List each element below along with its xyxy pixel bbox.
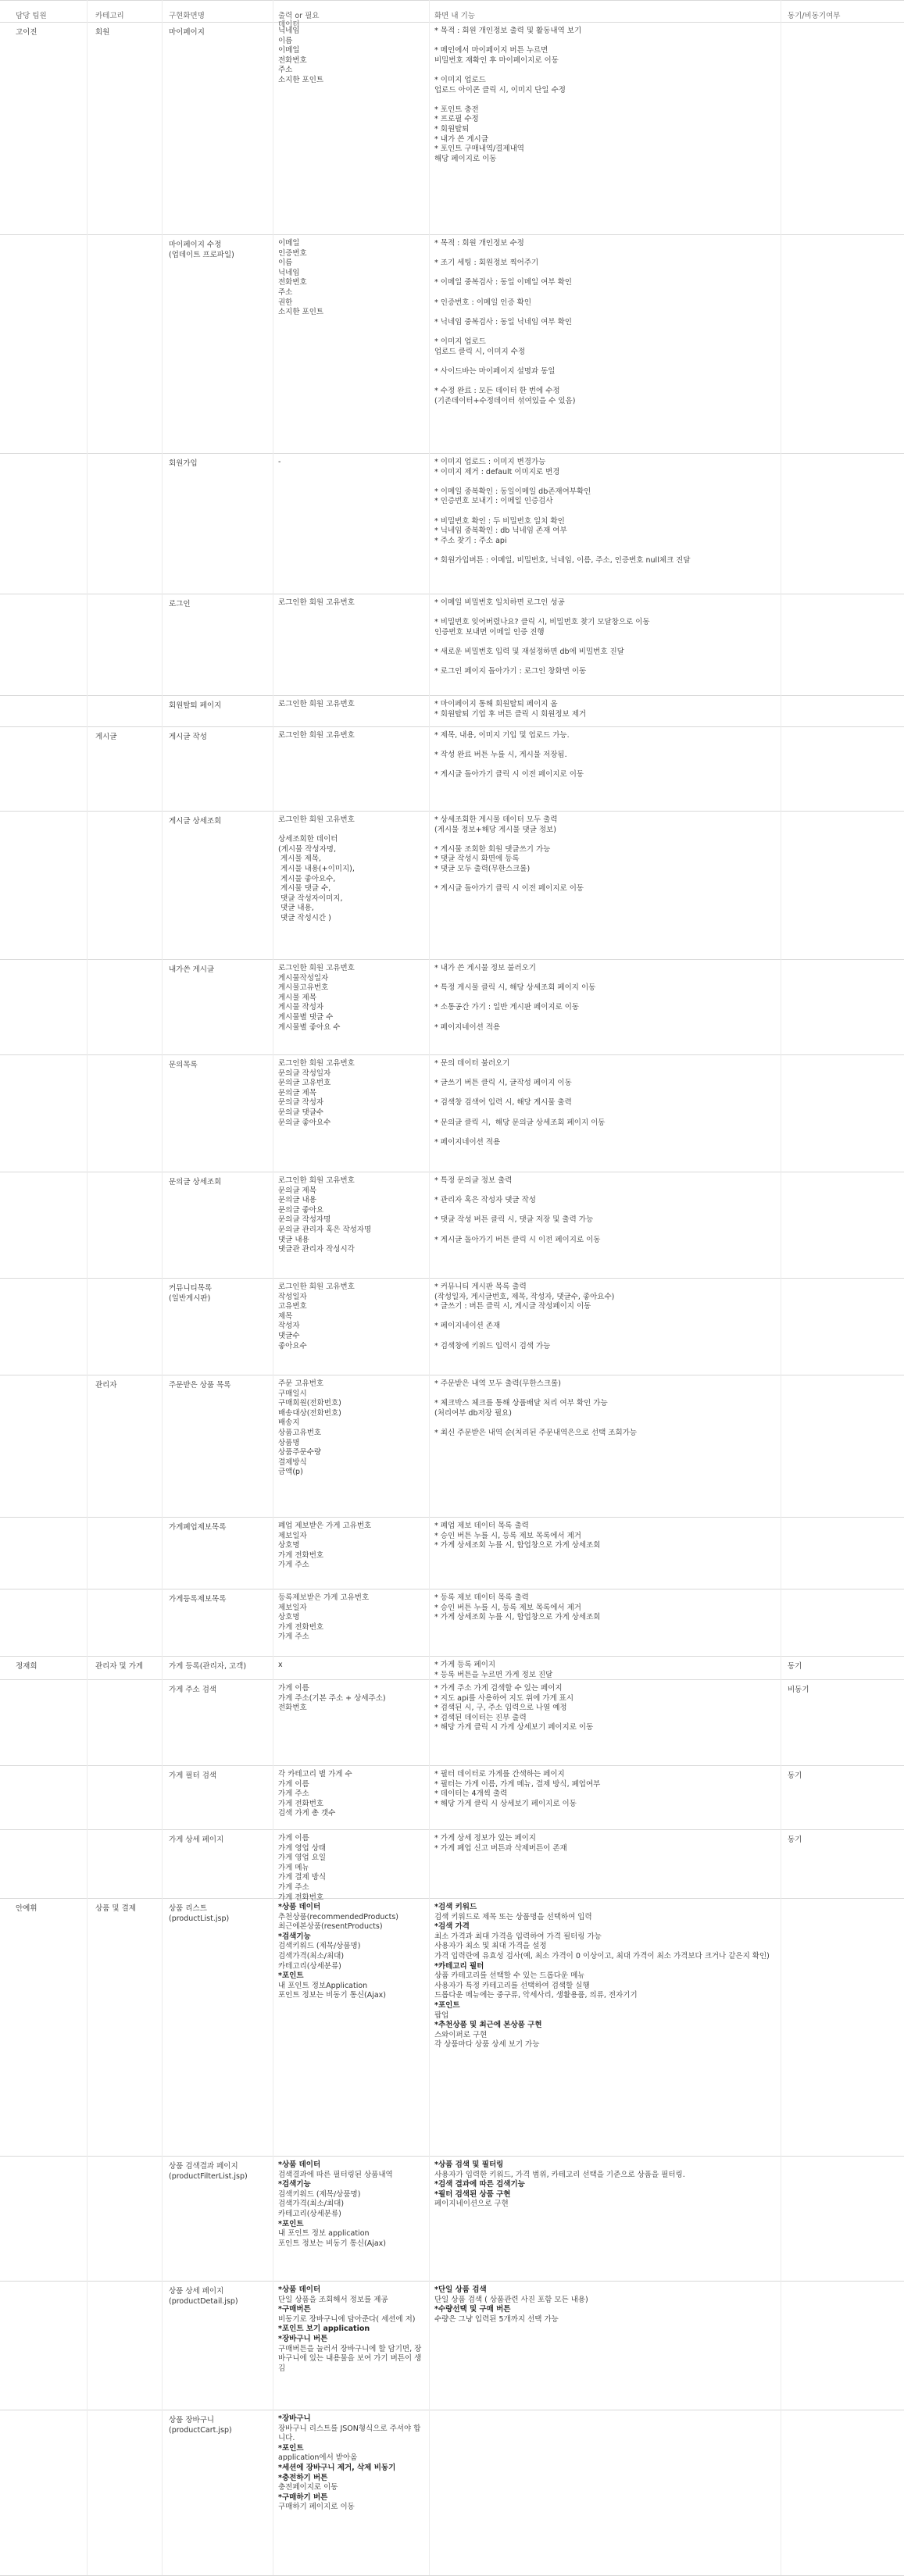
category-cell <box>88 811 163 959</box>
async-cell <box>781 726 904 811</box>
category-cell <box>88 2156 163 2281</box>
page-cell: 마이페이지 <box>163 22 273 234</box>
page-cell: 로그인 <box>163 594 273 695</box>
table-row <box>0 726 904 812</box>
header-row <box>0 0 904 29</box>
feature-cell: * 가게 상세 정보가 있는 페이지 * 가게 폐업 신고 버튼과 삭제버튼이 존재 <box>430 1829 781 1898</box>
owner-cell <box>0 726 88 811</box>
owner-cell <box>0 2156 88 2281</box>
owner-cell <box>0 2410 88 2575</box>
data-cell: 로그인한 회원 고유번호 작성일자 고유번호 제목 작성자 댓글수 좋아요수 <box>273 1278 430 1375</box>
category-cell: 관리자 <box>88 1375 163 1517</box>
table-row <box>0 2281 904 2410</box>
async-cell: 비동기 <box>788 1686 809 1694</box>
category-cell <box>88 1679 163 1765</box>
feature-cell: *단일 상품 검색 단일 상품 검색 ( 상품관련 사진 포함 모든 내용) *수량선택 및 구매 버튼 수량은 그냥 입력된 5개까지 선택 가능 <box>430 2281 781 2410</box>
header-page: 구현화면명 <box>163 0 273 22</box>
table-row <box>0 1278 904 1375</box>
async-cell: 동기 <box>788 1771 802 1780</box>
category-cell <box>88 1172 163 1278</box>
feature-cell: * 주문받은 내역 모두 출력(무한스크롤) * 체크박스 체크를 통해 상품배달 처리 여부 확인 가능 (처리여부 db저장 필요) * 최신 주문받은 내역 순(처리된 주문내역은으로 선택 조회가능 <box>430 1375 781 1517</box>
data-cell: 가게 이름 가게 주소(기본 주소 + 상세주소) 전화번호 <box>273 1679 430 1765</box>
feature-cell: * 등록 제보 데이터 목록 출력 * 승인 버튼 누를 시, 등록 제보 목록에서 제거 * 가게 상세조회 누를 시, 합업창으로 가게 상세조회 <box>430 1589 781 1656</box>
async-cell <box>781 1278 904 1375</box>
page-cell: 가게 등록(관리자, 고객) <box>163 1656 273 1679</box>
header-category: 카테고리 <box>88 0 163 22</box>
feature-cell <box>430 2410 781 2575</box>
category-cell: 게시글 <box>88 726 163 811</box>
category-cell <box>88 1829 163 1898</box>
owner-cell <box>0 695 88 726</box>
async-cell <box>781 1172 904 1278</box>
owner-cell: 정재희 <box>0 1656 88 1679</box>
async-cell <box>781 234 904 453</box>
data-cell: 이메일 인증번호 이름 닉네임 전화번호 주소 권한 소지한 포인트 <box>273 234 430 453</box>
category-cell <box>88 2410 163 2575</box>
data-cell: 로그인한 회원 고유번호 게시물작성일자 게시물고유번호 게시물 제목 게시물 작성자 게시물별 댓글 수 게시물별 좋아요 수 <box>273 959 430 1054</box>
category-cell <box>88 1517 163 1589</box>
category-cell <box>88 234 163 453</box>
page-cell: 회원탈퇴 페이지 <box>163 695 273 726</box>
table-row <box>0 1517 904 1589</box>
owner-cell <box>0 1375 88 1517</box>
owner-cell <box>0 1278 88 1375</box>
feature-cell: * 내가 쓴 게시물 정보 불러오기 * 특정 게시물 클릭 시, 해당 상세조회 페이지 이동 * 소통공간 가기 : 일반 게시판 페이지로 이동 * 페이지네이션 적용 <box>430 959 781 1054</box>
data-cell: *상품 데이터 단일 상품을 조회해서 정보를 제공 *구매버튼 비동기로 장바구니에 담아준다( 세션에 저) *포인트 보기 application *장바구니 버튼 구매버튼을 눌러서 장바구니에 할 담기면, 장바구니에 있는 내용물을 보여 가기 버튼이 생김 <box>273 2281 430 2410</box>
data-cell: 등록제보받은 가게 고유번호 제보일자 상호명 가게 전화번호 가게 주소 <box>273 1589 430 1656</box>
page-cell: 게시글 작성 <box>163 726 273 811</box>
owner-cell <box>0 1765 88 1829</box>
feature-cell: *상품 검색 및 필터링 사용자가 입력한 키워드, 가격 범위, 카테고리 선택을 기준으로 상품을 필터링. *검색 결과에 따른 검색기능 *필터 검색된 상품 구현 페이지네이션으로 구현 <box>430 2156 781 2281</box>
page-cell: 주문받은 상품 목록 <box>163 1375 273 1517</box>
page-cell: 상품 상세 페이지 (productDetail.jsp) <box>163 2281 273 2410</box>
async-cell <box>781 2281 904 2410</box>
data-cell: 로그인한 회원 고유번호 <box>273 594 430 695</box>
owner-cell <box>0 1517 88 1589</box>
table-row <box>0 2410 904 2576</box>
feature-cell: * 폐업 제보 데이터 목록 출력 * 승인 버튼 누를 시, 등록 제보 목록에서 제거 * 가게 상세조회 누를 시, 합업창으로 가게 상세조회 <box>430 1517 781 1589</box>
header-async: 동기/비동기여부 <box>788 12 841 20</box>
data-cell: 로그인한 회원 고유번호 문의글 작성일자 문의글 고유번호 문의글 제목 문의글 작성자 문의글 댓글수 문의글 좋아요수 <box>273 1054 430 1172</box>
async-cell <box>781 811 904 959</box>
page-cell: 상품 검색결과 페이지 (productFilterList.jsp) <box>163 2156 273 2281</box>
page-cell: 커뮤니티목록 (일반게시판) <box>163 1278 273 1375</box>
async-cell <box>781 1517 904 1589</box>
async-cell <box>781 959 904 1054</box>
data-cell: 로그인한 회원 고유번호 문의글 제목 문의글 내용 문의글 좋아요 문의글 작성자명 문의글 관리자 혹은 작성자명 댓글 내용 댓글관 관리자 작성시각 <box>273 1172 430 1278</box>
owner-cell <box>0 594 88 695</box>
page-cell: 가게폐업제보목록 <box>163 1517 273 1589</box>
header-owner: 담당 팀원 <box>0 0 88 22</box>
category-cell: 회원 <box>88 22 163 234</box>
table-row <box>0 234 904 454</box>
async-cell: 동기 <box>788 1836 802 1844</box>
feature-cell: * 이미지 업로드 : 이미지 변경가능 * 이미지 제거 : default 이미지로 변경 * 이메일 중복확인 : 동일이메일 db존재여부확인 * 인증번호 보내기 : 이메일 인증검사 * 비밀번호 확인 : 두 비밀번호 일치 확인 * 닉네임 중복확인 : db 닉네임 존재 여부 * 주소 찾기 : 주소 api * 회원가입버튼 : 이메일, 비밀번호, 닉네임, 이름, 주소, 인증번호 null체크 진달 <box>430 453 781 594</box>
data-cell: *상품 데이터 추천상품(recommendedProducts) 최근에본상품(resentProducts) *검색기능 검색키워드 (제목/상품명) 검색가격(최소/최대) 카테고리(상세분류) *포인트 내 포인트 정보Application 포인트 정보는 비동기 통신(Ajax) <box>273 1898 430 2156</box>
table-row <box>0 2156 904 2282</box>
page-cell: 회원가입 <box>163 453 273 594</box>
async-cell: 동기 <box>788 1662 802 1671</box>
category-cell: 상품 및 결제 <box>88 1898 163 2156</box>
feature-cell: * 마이페이지 통해 회원탈퇴 페이지 옴 * 회원탈퇴 기업 후 버튼 클릭 시 회원정보 제거 <box>430 695 781 726</box>
page-cell: 마이페이지 수정 (업데이트 프로파일) <box>163 234 273 453</box>
category-cell <box>88 594 163 695</box>
table-row <box>0 959 904 1055</box>
category-cell <box>88 959 163 1054</box>
table-row <box>0 1829 904 1902</box>
category-cell <box>88 1054 163 1172</box>
feature-cell: * 필터 데이터로 가게를 간색하는 페이지 * 필터는 가게 이름, 가게 메뉴, 결제 방식, 폐업여부 * 데이터는 4개씩 출력 * 해당 가게 클릭 시 상세보기 페이지로 이동 <box>430 1765 781 1829</box>
page-cell: 문의목록 <box>163 1054 273 1172</box>
table-row <box>0 695 904 727</box>
data-cell: 로그인한 회원 고유번호 상세조회한 데이터 (게시물 작성자명, 게시물 제목, 게시물 내용(+이미지), 게시물 좋아요수, 게시물 댓글 수, 댓글 작성자이미지, 댓글 내용, 댓글 작성시간 ) <box>273 811 430 959</box>
feature-cell: * 이메일 비밀번호 일치하면 로그인 성공 * 비밀번호 잊어버렸나요? 클릭 시, 비밀번호 찾기 모달창으로 이동 인증번호 보내면 이메일 인증 진행 * 새로운 비밀번호 입력 및 재설정하면 db에 비밀번호 진달 * 로그인 페이지 돌아가기 : 로그인 창화면 이동 <box>430 594 781 695</box>
owner-cell <box>0 1589 88 1656</box>
page-cell: 가게 상세 페이지 <box>163 1829 273 1898</box>
data-cell: 폐업 제보받은 가게 고유번호 제보일자 상호명 가게 전화번호 가게 주소 <box>273 1517 430 1589</box>
table-row <box>0 1589 904 1657</box>
table-row <box>0 1765 904 1830</box>
async-cell <box>781 594 904 695</box>
owner-cell: 안예휘 <box>0 1898 88 2156</box>
page-cell: 가게 필터 검색 <box>163 1765 273 1829</box>
owner-cell <box>0 1172 88 1278</box>
table-row <box>0 453 904 594</box>
owner-cell <box>0 453 88 594</box>
owner-cell <box>0 1679 88 1765</box>
page-cell: 가게 주소 검색 <box>163 1679 273 1765</box>
data-cell: 각 카테고리 별 가게 수 가게 이름 가게 주소 가게 전화번호 검색 가게 총 갯수 <box>273 1765 430 1829</box>
data-cell: 로그인한 회원 고유번호 <box>273 695 430 726</box>
page-cell: 가게등록제보목록 <box>163 1589 273 1656</box>
page-cell: 게시글 상세조회 <box>163 811 273 959</box>
data-cell: x <box>273 1656 430 1679</box>
data-cell: 로그인한 회원 고유번호 <box>273 726 430 811</box>
table-row <box>0 22 904 235</box>
data-cell: 가게 이름 가게 영업 상태 가게 영업 요일 가게 메뉴 가게 결제 방식 가게 주소 가게 전화번호 <box>273 1829 430 1898</box>
async-cell <box>781 22 904 234</box>
page-cell: 문의글 상세조회 <box>163 1172 273 1278</box>
category-cell <box>88 2281 163 2410</box>
owner-cell <box>0 1054 88 1172</box>
owner-cell <box>0 959 88 1054</box>
feature-cell: * 문의 데이터 불러오기 * 글쓰기 버튼 클릭 시, 글작성 페이지 이동 * 검색창 검색어 입력 시, 해당 게시물 출력 * 문의글 클릭 시, 해당 문의글 상세조회 페이지 이동 * 페이지네이션 적용 <box>430 1054 781 1172</box>
feature-cell: * 특정 문의글 정보 출력 * 관리자 혹은 작성자 댓글 작성 * 댓글 작성 버튼 클릭 시, 댓글 저장 및 출력 가능 * 게시글 돌아가기 버튼 클릭 시 이전 페이지로 이동 <box>430 1172 781 1278</box>
table-row <box>0 1898 904 2157</box>
data-cell: *장바구니 장바구니 리스트를 JSON형식으로 주셔야 합니다. *포인트 application에서 받아옴 *세션에 장바구니 제거, 삭제 비동기 *충전하기 버튼 충전페이지로 이동 *구매하기 버튼 구매하기 페이지로 이동 <box>273 2410 430 2575</box>
data-cell: - <box>273 453 430 594</box>
async-cell <box>781 453 904 594</box>
async-cell <box>781 1375 904 1517</box>
owner-cell: 고이진 <box>0 22 88 234</box>
category-cell <box>88 1765 163 1829</box>
async-cell <box>781 695 904 726</box>
owner-cell <box>0 1829 88 1898</box>
async-cell <box>781 2410 904 2575</box>
async-cell <box>781 2156 904 2281</box>
feature-cell: * 커뮤니티 게시판 목록 출력 (작성일자, 게시글번호, 제목, 작성자, 댓글수, 좋아요수) * 글쓰기 : 버튼 클릭 시, 게시글 작성페이지 이동 * 페이지네이션 존재 * 검색창에 키워드 입력시 검색 가능 <box>430 1278 781 1375</box>
table-row <box>0 1054 904 1172</box>
table-row <box>0 1656 904 1680</box>
data-cell: 주문 고유번호 구매일시 구매회원(전화번호) 배송대상(전화번호) 배송지 상품고유번호 상품명 상품주문수량 결제방식 금액(p) <box>273 1375 430 1517</box>
category-cell <box>88 453 163 594</box>
owner-cell <box>0 234 88 453</box>
header-data: 출력 or 필요 데이터 <box>273 0 430 22</box>
feature-cell: * 가게 주소 가게 검색할 수 있는 페이지 * 지도 api를 사용하여 지도 위에 가게 표시 * 검색된 시, 구, 주소 입력으로 나열 예정 * 검색된 데이터는 진부 출력 * 해당 가게 클릭 시 가게 상세보기 페이지로 이동 <box>430 1679 781 1765</box>
table-row <box>0 1679 904 1766</box>
page-cell: 상품 리스트 (productList.jsp) <box>163 1898 273 2156</box>
page-cell: 내가쓴 게시글 <box>163 959 273 1054</box>
page-cell: 상품 장바구니 (productCart.jsp) <box>163 2410 273 2575</box>
feature-cell: * 목적 : 회원 개인정보 수정 * 조기 세팅 : 회원정보 찍어주기 * 이메일 중복검사 : 동일 이메일 여부 확인 * 인증번호 : 이메일 인증 확인 * 닉네임 중복검사 : 동일 닉네임 여부 확인 * 이미지 업로드 업로드 클릭 시, 이미지 수정 * 사이드바는 마이페이지 설명과 동일 * 수정 완료 : 모든 데이터 한 번에 수정 (기존데이터+수정데이터 섞여있을 수 있음) <box>430 234 781 453</box>
owner-cell <box>0 2281 88 2410</box>
feature-cell: *검색 키워드 검색 키워드로 제목 또는 상품명을 선택하여 입력 *검색 가격 최소 가격과 최대 가격을 입력하여 가격 필터링 가능 사용자가 최소 및 최대 가격을 설정 가격 입력란에 유효성 검사(예, 최소 가격이 0 이상이고, 최대 가격이 최소 가격보다 크거나 같은지 확인) *카테고리 필터 상품 카테고리를 선택할 수 있는 드롭다운 메뉴 사용자가 특정 카테고리를 선택하여 검색할 실행 드롭다운 메뉴에는 중구류, 악세사리, 생활용품, 의류, 전자기기 *포인트 팝업 *추천상품 및 최근에 본상품 구현 스와이퍼로 구현 각 상품마다 상품 상세 보기 가능 <box>430 1898 781 2156</box>
category-cell <box>88 1589 163 1656</box>
async-cell <box>781 1898 904 2156</box>
feature-cell: * 상세조회한 게시물 데이터 모두 출력 (게시물 정보+해당 게시물 댓글 정보) * 게시물 조회한 회원 댓글쓰기 가능 * 댓글 작성시 화면에 등록 * 댓글 모두 출력(무한스크롤) * 게시글 돌아가기 클릭 시 이전 페이지로 이동 <box>430 811 781 959</box>
table-row <box>0 1172 904 1279</box>
owner-cell <box>0 811 88 959</box>
async-cell <box>781 1589 904 1656</box>
category-cell <box>88 695 163 726</box>
table-row <box>0 1375 904 1518</box>
data-cell: *상품 데이터 검색결과에 따른 필터링된 상품내역 *검색기능 검색키워드 (제목/상품명) 검색가격(최소/최대) 카테고리(상세분류) *포인트 내 포인트 정보 application 포인트 정보는 비동기 통신(Ajax) <box>273 2156 430 2281</box>
feature-cell: * 목적 : 회원 개인정보 출력 및 활동내역 보기 * 메인에서 마이페이지 버튼 누르면 비밀번호 재확인 후 마이페이지로 이동 * 이미지 업로드 업로드 아이콘 클릭 시, 이미지 단일 수정 * 포인트 충전 * 프로필 수정 * 회원탈퇴 * 내가 쓴 게시글 * 포인트 구매내역/결제내역 해당 페이지로 이동 <box>430 22 781 234</box>
header-feature: 화면 내 기능 <box>430 0 781 22</box>
data-cell: 닉네임 이름 이메일 전화번호 주소 소지한 포인트 <box>273 22 430 234</box>
table-row <box>0 594 904 696</box>
feature-cell: * 제목, 내용, 이미지 기입 및 업로드 가능. * 작성 완료 버튼 누를 시, 게시물 저장됨. * 게시글 돌아가기 클릭 시 이전 페이지로 이동 <box>430 726 781 811</box>
category-cell <box>88 1278 163 1375</box>
category-cell: 관리자 및 가게 <box>88 1656 163 1679</box>
table-row <box>0 811 904 960</box>
feature-cell: * 가게 등록 페이지 * 등록 버튼을 누르면 가게 정보 진달 <box>430 1656 781 1679</box>
async-cell <box>781 1054 904 1172</box>
